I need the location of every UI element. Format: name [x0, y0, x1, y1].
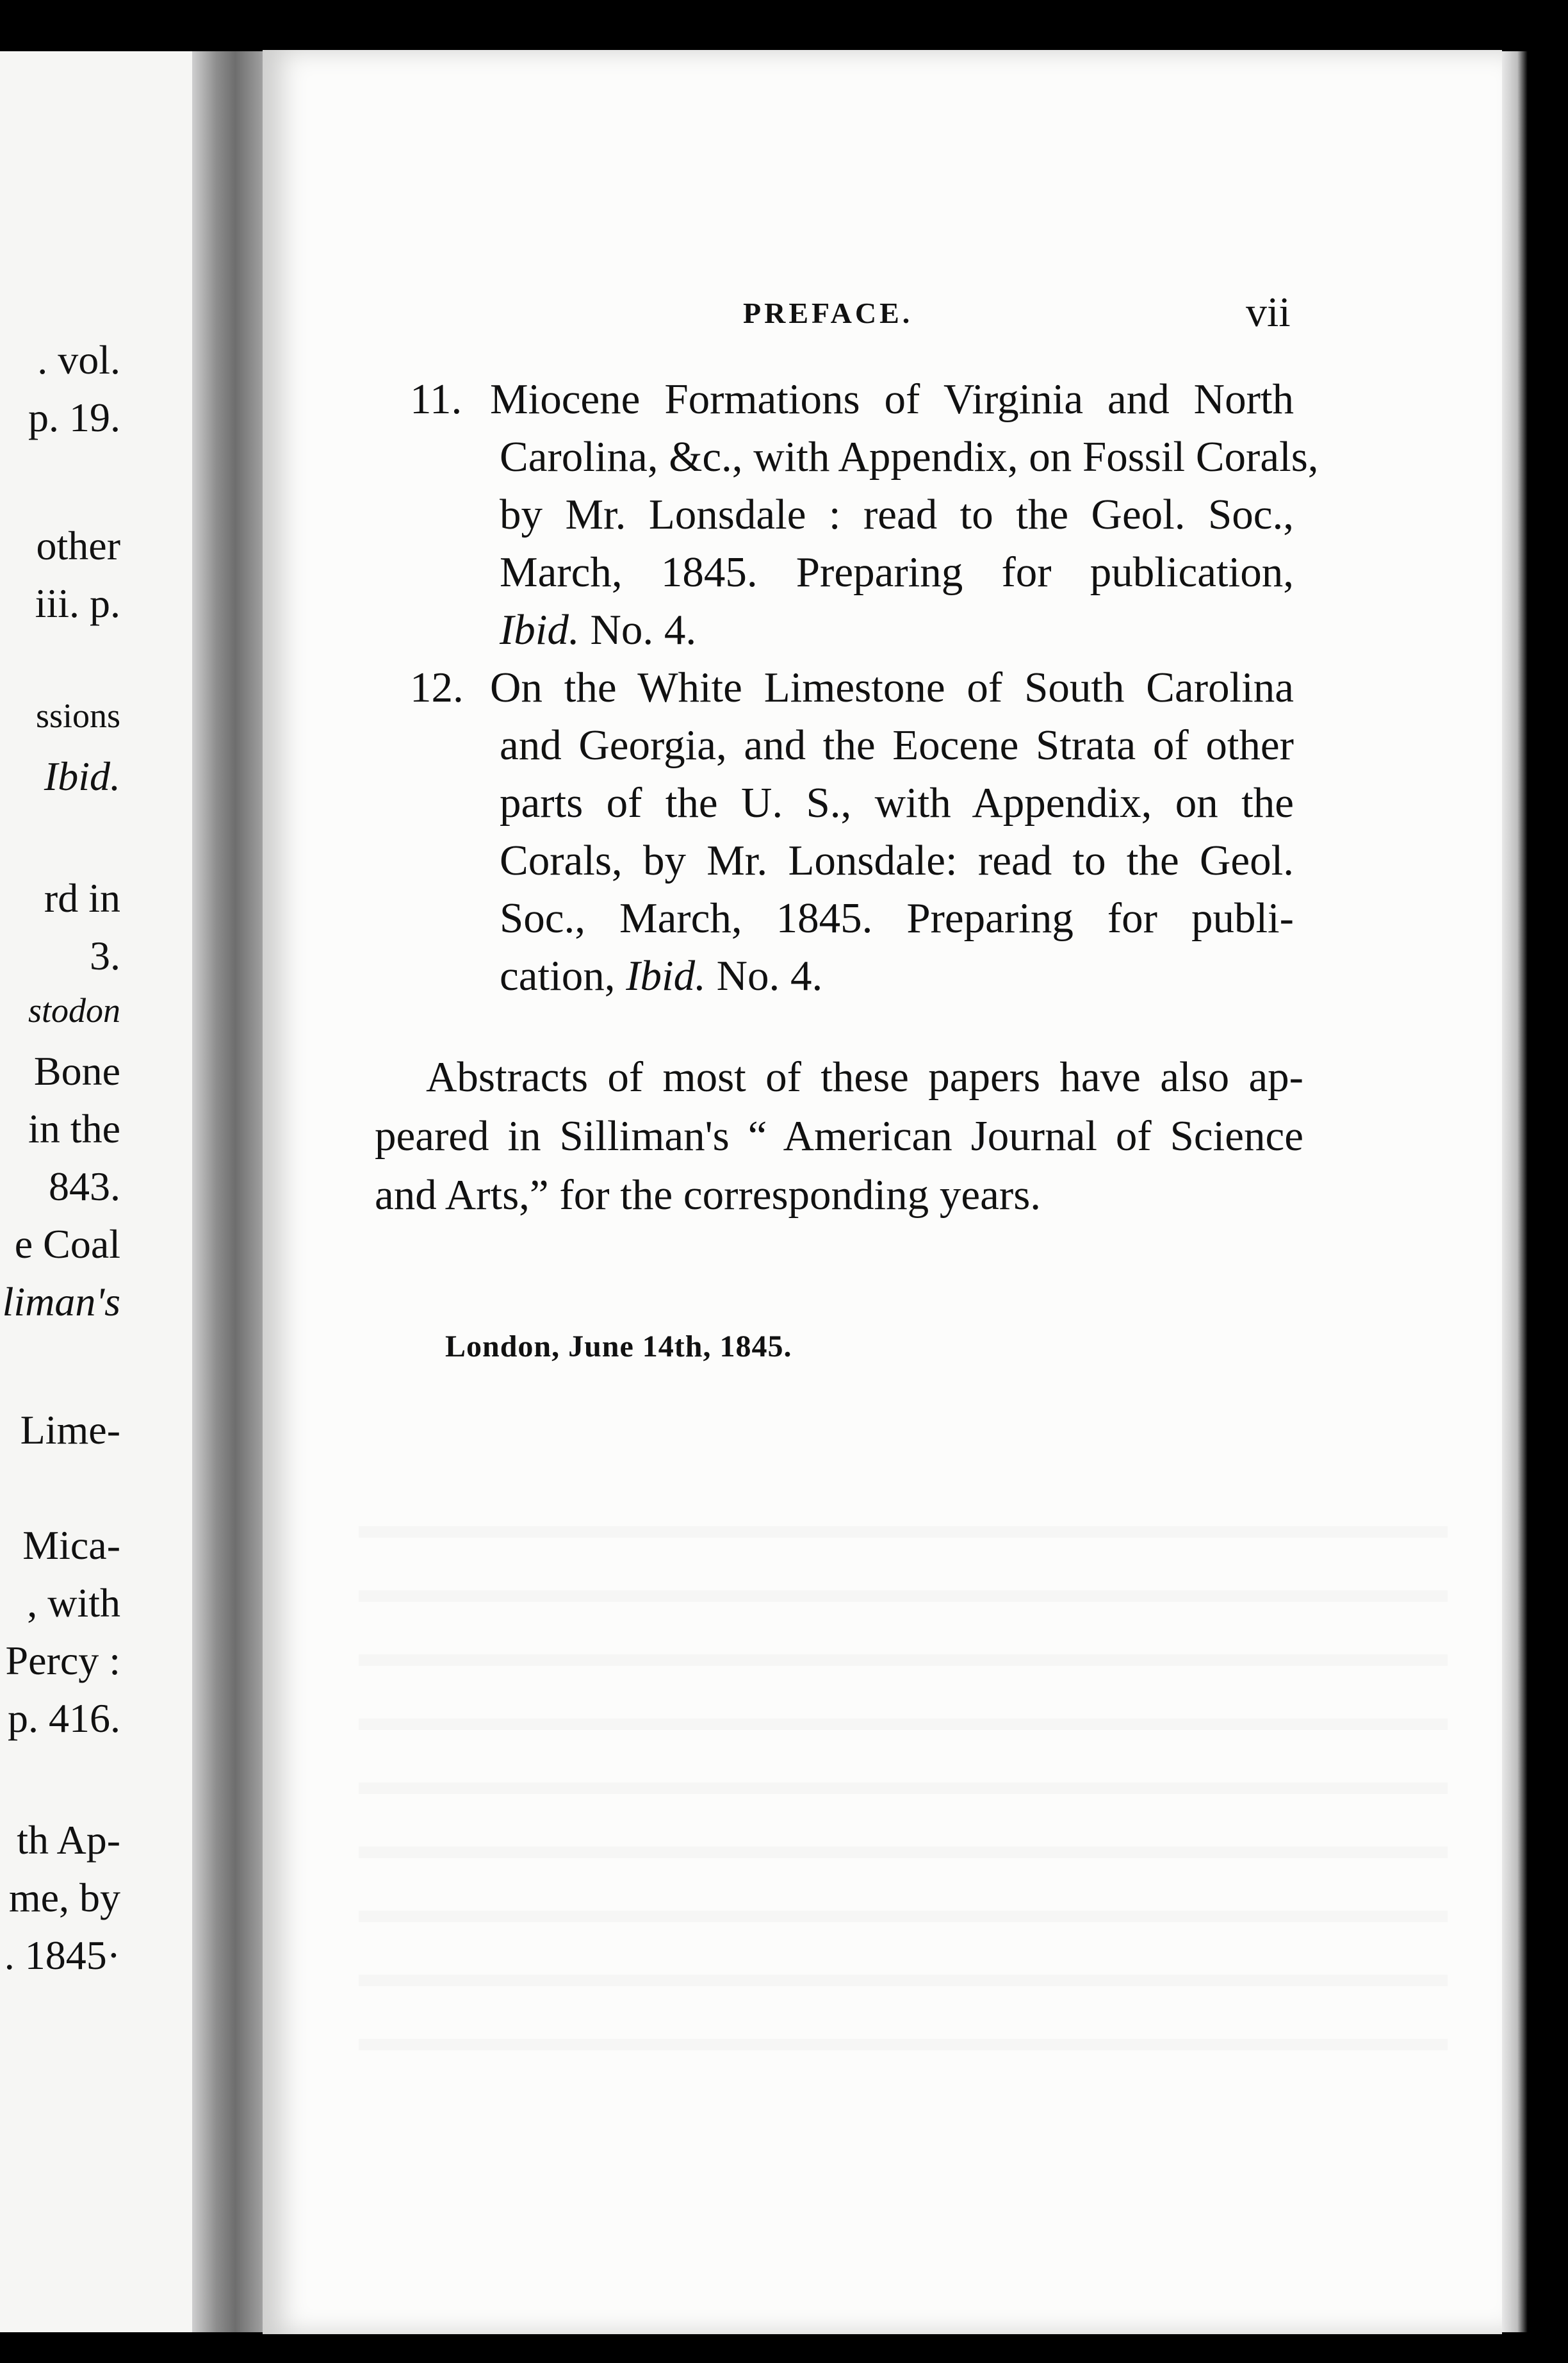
left-page-fragment: other: [36, 523, 120, 568]
entry-line-prefix: cation,: [500, 952, 626, 1000]
entry-line-rest: No. 4.: [579, 606, 697, 654]
running-head: PREFACE.: [743, 297, 913, 329]
left-page-fragment: th Ap-: [17, 1817, 120, 1863]
page-number: vii: [1246, 289, 1291, 336]
abstract-line: Abstracts of most of these papers have also ap-: [426, 1053, 1303, 1101]
left-page: [0, 51, 205, 2332]
left-page-fragment: liman's: [2, 1279, 120, 1324]
left-page-fragment: Ibid.: [44, 753, 120, 799]
show-through: [359, 1474, 1448, 2050]
left-page-fragment: Bone: [33, 1048, 120, 1094]
left-page-fragment: , with: [27, 1580, 120, 1626]
entry-line: Corals, by Mr. Lonsdale: read to the Geol.: [500, 837, 1294, 884]
signature-date: London, June 14th, 1845.: [445, 1330, 792, 1363]
entry-number: 12.: [410, 664, 464, 711]
entry-line: by Mr. Lonsdale : read to the Geol. Soc.,: [500, 491, 1294, 538]
page-edge: [1502, 51, 1528, 2332]
left-page-fragment: . 1845·: [4, 1932, 120, 1978]
entry-line: and Georgia, and the Eocene Strata of other: [500, 721, 1294, 769]
left-page-fragment: . vol.: [37, 337, 120, 383]
entry-line: On the White Limestone of South Carolina: [490, 664, 1294, 711]
left-page-fragment: p. 19.: [28, 395, 120, 440]
left-page-fragment: Lime-: [20, 1407, 120, 1453]
abstract-paragraph: [375, 1048, 1303, 1224]
left-page-fragment: rd in: [44, 875, 120, 921]
left-page-fragment: Percy :: [5, 1638, 120, 1683]
left-page-fragment: Mica-: [22, 1522, 120, 1568]
entry-line-rest: No. 4.: [705, 952, 823, 1000]
left-page-fragment: iii. p.: [35, 580, 120, 626]
entry-line: Soc., March, 1845. Preparing for publi-: [500, 894, 1294, 942]
ibid-italic: Ibid.: [626, 952, 706, 1000]
entry-11: [410, 370, 1319, 659]
entry-line: March, 1845. Preparing for publication,: [500, 548, 1294, 596]
entry-line: Miocene Formations of Virginia and North: [490, 375, 1294, 423]
left-page-fragment: e Coal: [14, 1221, 120, 1267]
left-page-fragment: ssions: [35, 696, 120, 735]
abstract-line: peared in Silliman's “ American Journal of Science: [375, 1112, 1303, 1160]
left-page-fragment: me, by: [8, 1875, 120, 1920]
entry-line-last: [500, 947, 1294, 1005]
left-page-fragment: stodon: [28, 991, 120, 1030]
entry-line-last: [500, 601, 1294, 659]
left-page-fragment: in the: [28, 1106, 120, 1151]
entry-line: Carolina, &c., with Appendix, on Fossil Corals,: [500, 433, 1319, 481]
left-page-fragment: p. 416.: [8, 1695, 120, 1741]
entry-line: parts of the U. S., with Appendix, on the: [500, 779, 1294, 827]
left-page-fragment: 3.: [90, 933, 120, 978]
left-page-fragment: 843.: [49, 1164, 120, 1209]
abstract-line: and Arts,” for the corresponding years.: [375, 1171, 1041, 1219]
entry-12: [410, 659, 1294, 1005]
ibid-italic: Ibid.: [500, 606, 580, 654]
entry-number: 11.: [410, 375, 462, 423]
